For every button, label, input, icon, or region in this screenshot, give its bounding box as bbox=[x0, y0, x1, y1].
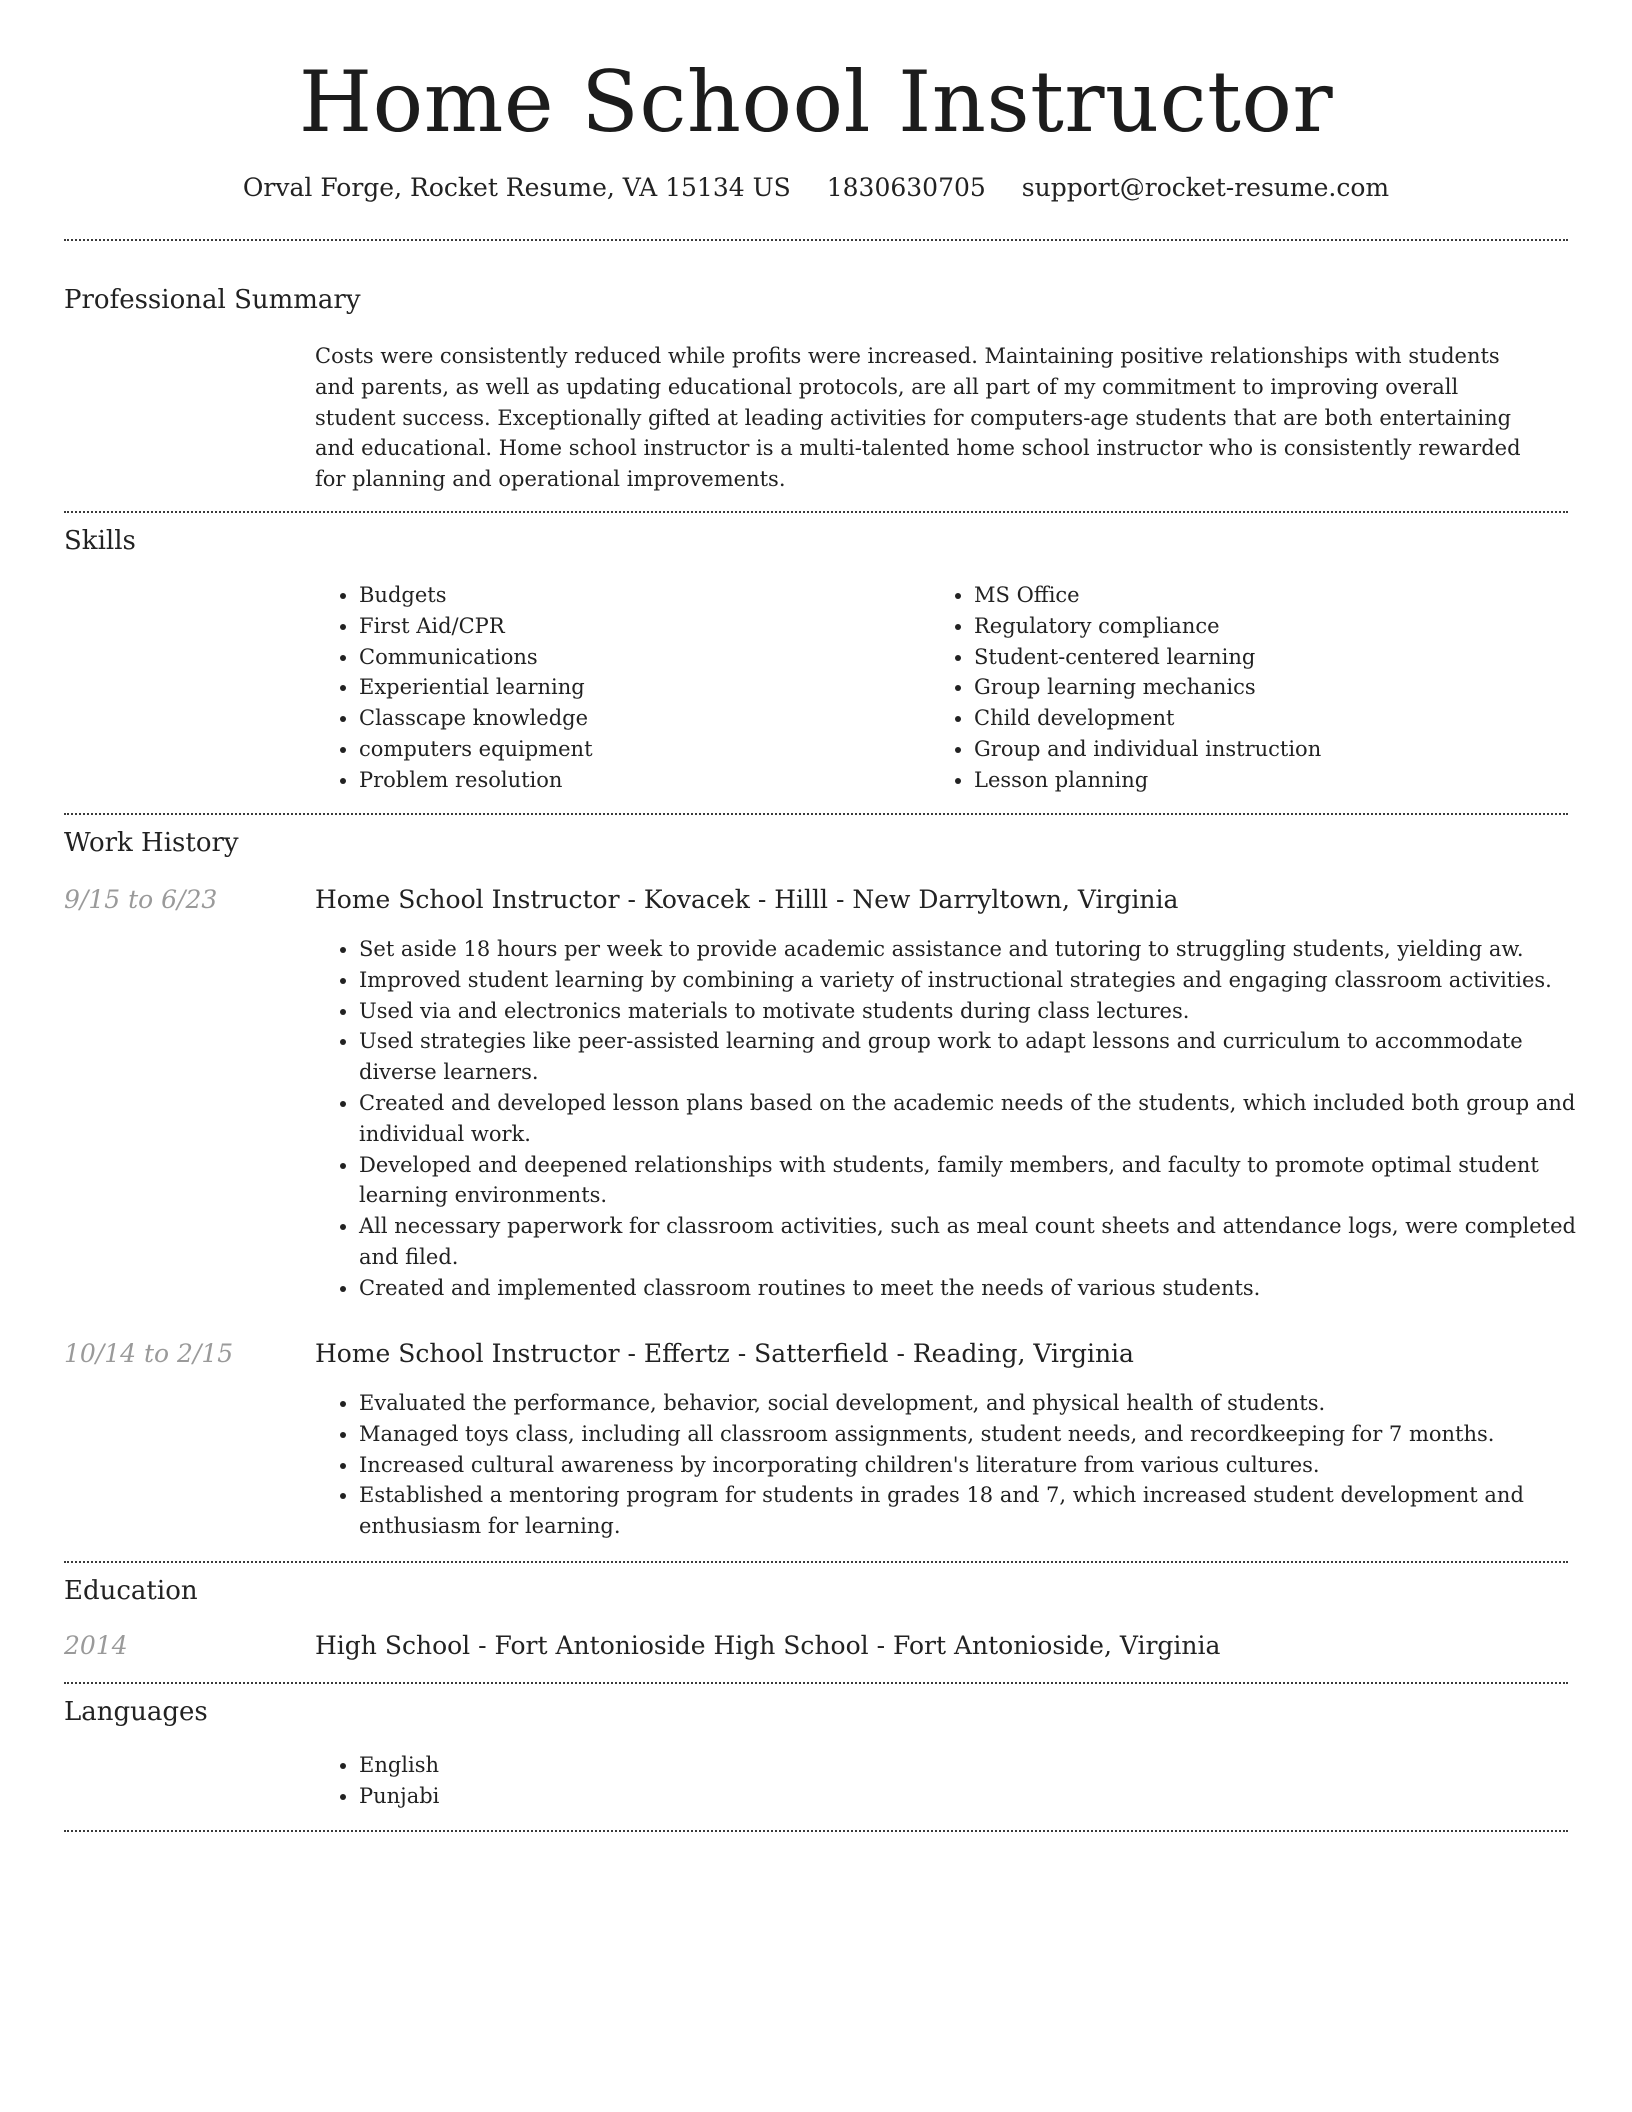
job-title: Home School Instructor - Kovacek - Hilll - New Darryltown, Virginia bbox=[315, 885, 1179, 914]
list-item: • Child development bbox=[974, 703, 1574, 734]
list-item: • Used strategies like peer-assisted learning and group work to adapt lessons and curriculum to accommodate diverse learners. bbox=[359, 1026, 1599, 1088]
resume-name: Home School Instructor bbox=[298, 53, 1334, 151]
list-item: • First Aid/CPR bbox=[359, 611, 919, 642]
education-entry: High School - Fort Antonioside High School - Fort Antonioside, Virginia bbox=[315, 1631, 1221, 1660]
list-item: • Punjabi bbox=[359, 1781, 959, 1812]
skills-list-left bbox=[315, 580, 919, 796]
list-item: • Regulatory compliance bbox=[974, 611, 1574, 642]
divider bbox=[64, 813, 1568, 815]
list-item: • Lesson planning bbox=[974, 765, 1574, 796]
contact-address: Orval Forge, Rocket Resume, VA 15134 US bbox=[242, 173, 791, 202]
list-item: • Budgets bbox=[359, 580, 919, 611]
list-item: • Established a mentoring program for students in grades 18 and 7, which increased student development and enthusiasm for learning. bbox=[359, 1480, 1599, 1542]
skills-list-right bbox=[930, 580, 1574, 796]
list-item: • All necessary paperwork for classroom activities, such as meal count sheets and attendance logs, were completed and filed. bbox=[359, 1211, 1599, 1273]
list-item: • Used via and electronics materials to motivate students during class lectures. bbox=[359, 996, 1599, 1027]
list-item: • Student-centered learning bbox=[974, 642, 1574, 673]
divider bbox=[64, 239, 1568, 241]
list-item: • Increased cultural awareness by incorporating children's literature from various cultures. bbox=[359, 1450, 1599, 1481]
divider bbox=[64, 1561, 1568, 1563]
summary-text: Costs were consistently reduced while profits were increased. Maintaining positive relationships with students and parents, as well as updating educational protocols, are all part of my commitment to improving overall student success. Exceptionally gifted at leading activities for computers-age students that are both entertaining and educational. Home school instructor is a multi-talented home school instructor who is consistently rewarded for planning and operational improvements. bbox=[315, 344, 1521, 492]
list-item: • Created and implemented classroom routines to meet the needs of various students. bbox=[359, 1273, 1599, 1304]
education-heading: Education bbox=[64, 1576, 198, 1606]
languages-heading: Languages bbox=[64, 1697, 208, 1727]
contact-phone: 1830630705 bbox=[826, 173, 986, 202]
divider bbox=[64, 511, 1568, 513]
divider bbox=[64, 1682, 1568, 1684]
skills-heading: Skills bbox=[64, 526, 136, 556]
languages-list bbox=[315, 1750, 959, 1812]
list-item: • Communications bbox=[359, 642, 919, 673]
list-item: • MS Office bbox=[974, 580, 1574, 611]
list-item: • computers equipment bbox=[359, 734, 919, 765]
list-item: • Evaluated the performance, behavior, social development, and physical health of students. bbox=[359, 1388, 1599, 1419]
job-dates: 10/14 to 2/15 bbox=[64, 1339, 234, 1368]
contact-email: support@rocket-resume.com bbox=[1021, 173, 1390, 202]
contact-line bbox=[0, 170, 1632, 206]
work-heading: Work History bbox=[64, 828, 239, 858]
job-bullets bbox=[315, 1388, 1599, 1542]
list-item: • Set aside 18 hours per week to provide academic assistance and tutoring to struggling students, yielding aw. bbox=[359, 934, 1599, 965]
list-item: • Group learning mechanics bbox=[974, 672, 1574, 703]
job-dates: 9/15 to 6/23 bbox=[64, 885, 218, 914]
job-title: Home School Instructor - Effertz - Satterfield - Reading, Virginia bbox=[315, 1339, 1134, 1368]
list-item: • Experiential learning bbox=[359, 672, 919, 703]
list-item: • Classcape knowledge bbox=[359, 703, 919, 734]
list-item: • Improved student learning by combining a variety of instructional strategies and engaging classroom activities. bbox=[359, 965, 1599, 996]
divider bbox=[64, 1830, 1568, 1832]
list-item: • Developed and deepened relationships with students, family members, and faculty to promote optimal student learning environments. bbox=[359, 1150, 1599, 1212]
job-bullets bbox=[315, 934, 1599, 1304]
list-item: • English bbox=[359, 1750, 959, 1781]
list-item: • Managed toys class, including all classroom assignments, student needs, and recordkeeping for 7 months. bbox=[359, 1419, 1599, 1450]
education-year: 2014 bbox=[64, 1631, 128, 1660]
summary-heading: Professional Summary bbox=[64, 285, 361, 315]
list-item: • Problem resolution bbox=[359, 765, 919, 796]
list-item: • Created and developed lesson plans based on the academic needs of the students, which included both group and individual work. bbox=[359, 1088, 1599, 1150]
list-item: • Group and individual instruction bbox=[974, 734, 1574, 765]
